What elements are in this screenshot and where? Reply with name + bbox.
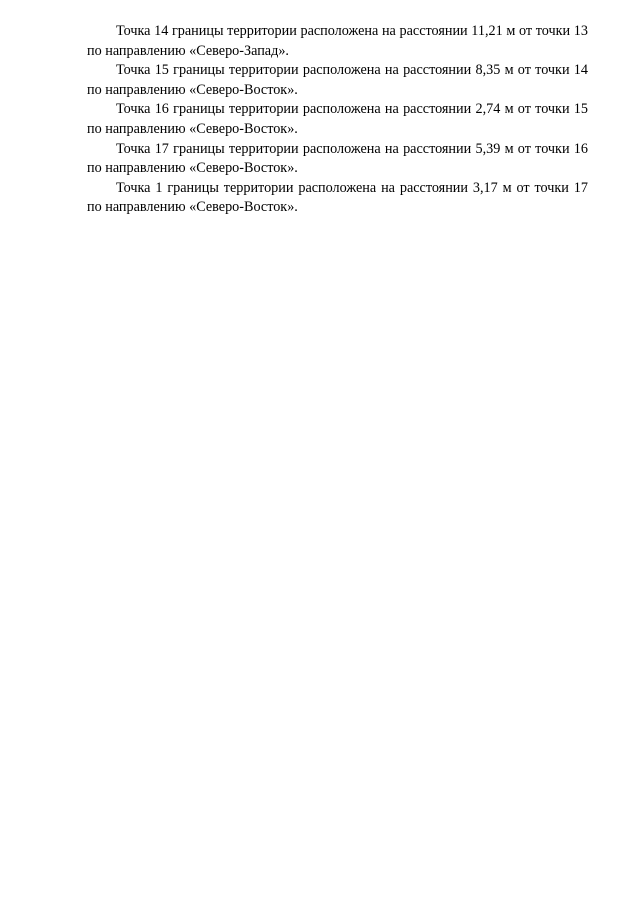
paragraph-point-16: Точка 16 границы территории расположена на расстоянии 2,74 м от точки 15 по направлению «Северо-Восток». (87, 101, 588, 137)
paragraph-point-14: Точка 14 границы территории расположена на расстоянии 11,21 м от точки 13 по направлению «Северо-Запад». (87, 23, 588, 59)
paragraph-point-17: Точка 17 границы территории расположена на расстоянии 5,39 м от точки 16 по направлению «Северо-Восток». (87, 140, 588, 177)
paragraph-point-1: Точка 1 границы территории расположена на расстоянии 3,17 м от точки 17 по направлению «Северо-Восток». (87, 179, 588, 216)
paragraph-point-15: Точка 15 границы территории расположена на расстоянии 8,35 м от точки 14 по направлению «Северо-Восток». (87, 62, 588, 98)
document-body (87, 22, 588, 218)
